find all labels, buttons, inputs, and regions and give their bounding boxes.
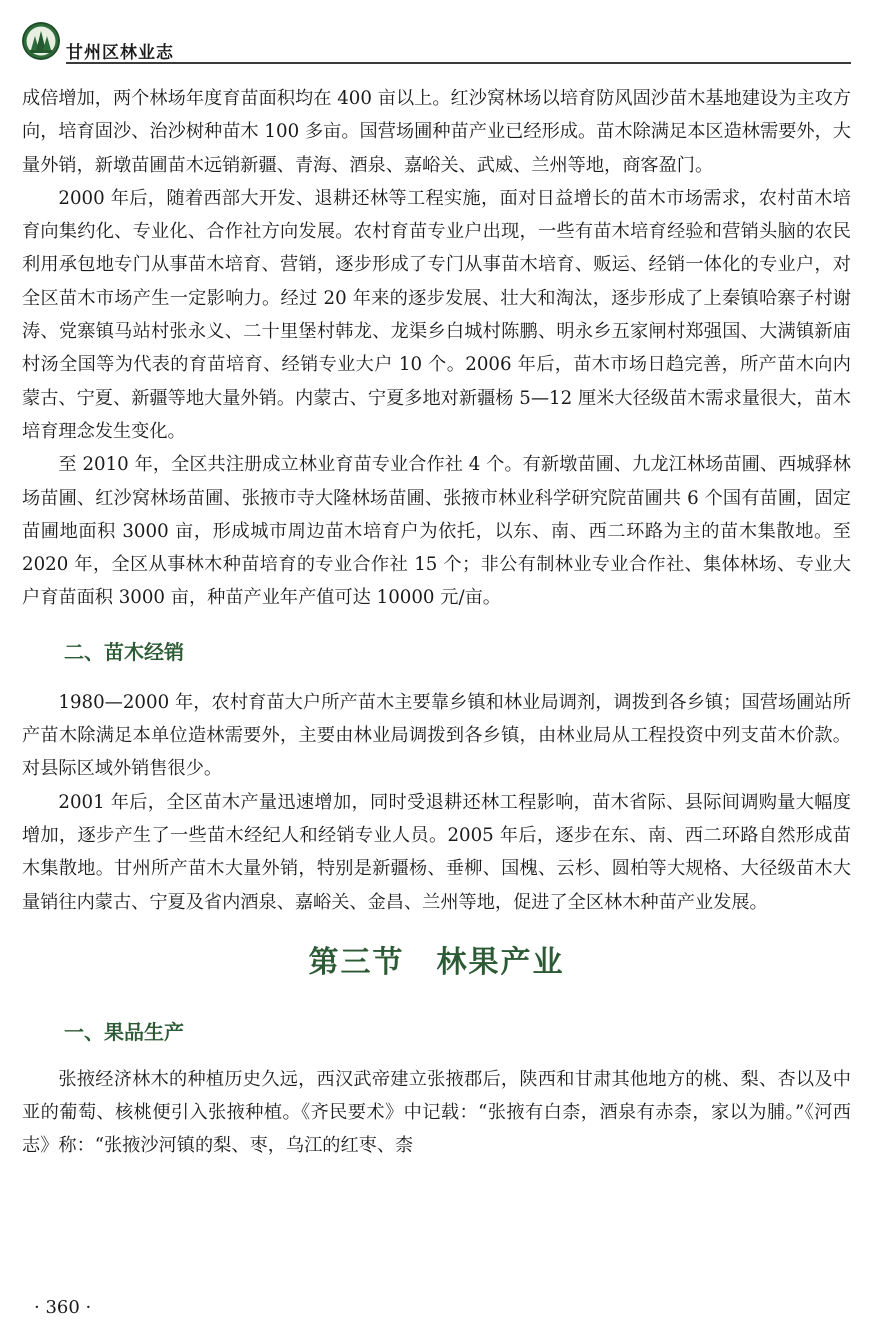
subsection-heading: 一、果品生产	[64, 1019, 184, 1044]
subsection-heading: 二、苗木经销	[64, 639, 184, 664]
section-heading: 第三节 林果产业	[308, 944, 565, 980]
book-title: 甘州区林业志	[66, 43, 174, 63]
paragraph: 至 2010 年，全区共注册成立林业育苗专业合作社 4 个。有新墩苗圃、九龙江林场苗圃、西城驿林场苗圃、红沙窝林场苗圃、张掖市寺大隆林场苗圃、张掖市林业科学研究院苗圃共 6 个国有苗圃，固定苗圃地面积 3000 亩，形成城市周边苗木培育户为依托，以东、南、西二环路为主的苗木集散地。至 2020 年，全区从事林木种苗培育的专业合作社 15 个；非公有制林业专业合作社、集体林场、专业大户育苗面积 3000 亩，种苗产业年产值可达 10000 元/亩。	[22, 454, 851, 609]
page-number: · 360 ·	[34, 1297, 92, 1318]
paragraph: 张掖经济林木的种植历史久远，西汉武帝建立张掖郡后，陕西和甘肃其他地方的桃、梨、杏以及中亚的葡萄、核桃便引入张掖种植。《齐民要术》中记载：“张掖有白柰，酒泉有赤柰，家以为脯。”《河西志》称：“张掖沙河镇的梨、枣，乌江的红枣、柰	[22, 1068, 851, 1157]
paragraph: 2000 年后，随着西部大开发、退耕还林等工程实施，面对日益增长的苗木市场需求，农村苗木培育向集约化、专业化、合作社方向发展。农村育苗专业户出现，一些有苗木培育经验和营销头脑的农民利用承包地专门从事苗木培育、营销，逐步形成了专门从事苗木培育、贩运、经销一体化的专业户，对全区苗木市场产生一定影响力。经过 20 年来的逐步发展、壮大和淘汰，逐步形成了上秦镇哈寨子村谢涛、党寨镇马站村张永义、二十里堡村韩龙、龙渠乡白城村陈鹏、明永乡五家闸村郑强国、大满镇新庙村汤全国等为代表的育苗培育、经销专业大户 10 个。2006 年后，苗木市场日趋完善，所产苗木向内蒙古、宁夏、新疆等地大量外销。内蒙古、宁夏多地对新疆杨 5—12 厘米大径级苗木需求量很大，苗木培育理念发生变化。	[22, 187, 851, 442]
paragraph: 1980—2000 年，农村育苗大户所产苗木主要靠乡镇和林业局调剂，调拨到各乡镇；国营场圃站所产苗木除满足本单位造林需要外，主要由林业局调拨到各乡镇，由林业局从工程投资中列支苗木价款。对县际区域外销售很少。	[22, 691, 851, 780]
forest-logo-icon	[22, 22, 60, 60]
paragraph: 2001 年后，全区苗木产量迅速增加，同时受退耕还林工程影响，苗木省际、县际间调购量大幅度增加，逐步产生了一些苗木经纪人和经销专业人员。2005 年后，逐步在东、南、西二环路自然形成苗木集散地。甘州所产苗木大量外销，特别是新疆杨、垂柳、国槐、云杉、圆柏等大规格、大径级苗木大量销往内蒙古、宁夏及省内酒泉、嘉峪关、金昌、兰州等地，促进了全区林木种苗产业发展。	[22, 791, 851, 913]
page-header	[22, 22, 851, 64]
header-divider	[66, 62, 851, 64]
paragraph-continued: 成倍增加，两个林场年度育苗面积均在 400 亩以上。红沙窝林场以培育防风固沙苗木基地建设为主攻方向，培育固沙、治沙树种苗木 100 多亩。国营场圃种苗产业已经形成。苗木除满足本区造林需要外，大量外销，新墩苗圃苗木远销新疆、青海、酒泉、嘉峪关、武威、兰州等地，商客盈门。	[22, 88, 851, 176]
page-body	[22, 82, 851, 1163]
